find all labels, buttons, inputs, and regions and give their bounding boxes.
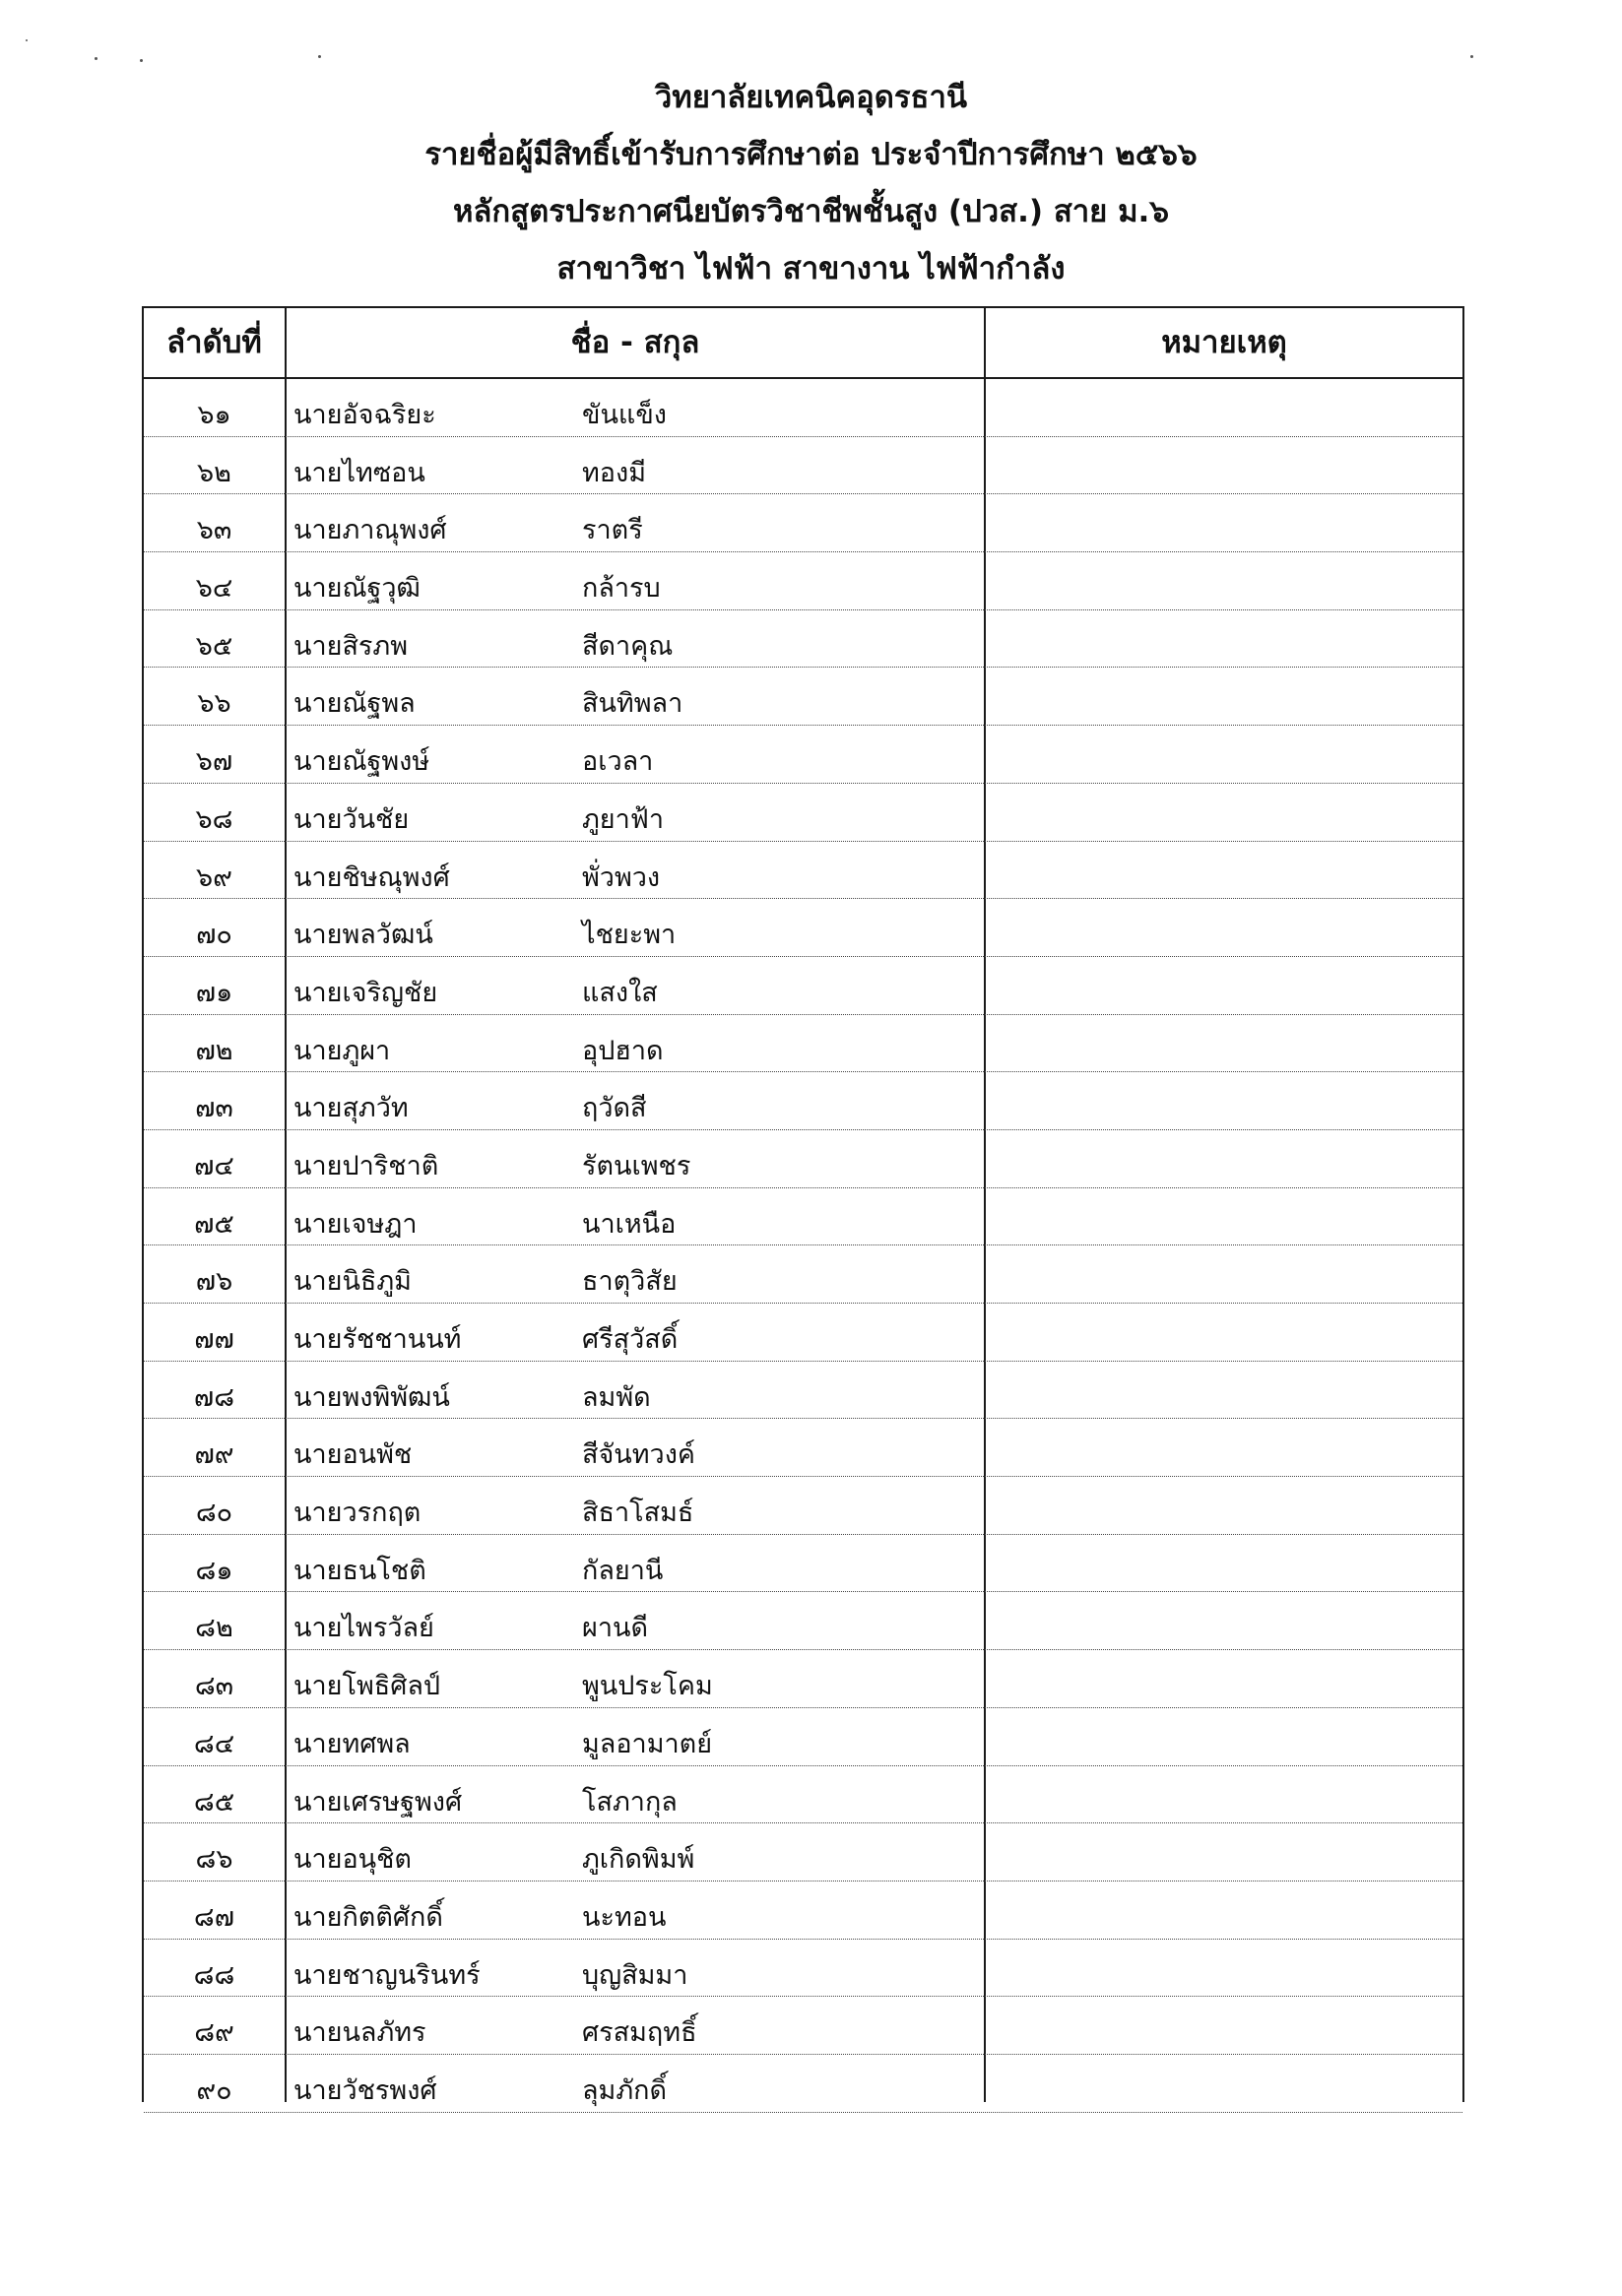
row-last-name: ศรสมฤทธิ์ [582,2017,697,2049]
table-row [144,1535,1462,1593]
row-first-name: นายณัฐวุฒิ [293,573,421,605]
row-first-name: นายชาญนรินทร์ [293,1959,481,1991]
row-last-name: อุปฮาด [582,1035,664,1066]
row-number: ๘๘ [193,1959,235,1991]
table-row [144,784,1462,842]
row-last-name: ทองมี [582,457,646,488]
row-number: ๗๕ [194,1208,234,1240]
table-row [144,668,1462,726]
document-header [0,69,1622,297]
row-number: ๗๐ [196,920,232,951]
list-title: รายชื่อผู้มีสิทธิ์เข้ารับการศึกษาต่อ ประจำปีการศึกษา ๒๕๖๖ [424,137,1198,172]
table-row [144,842,1462,900]
table-row [144,437,1462,495]
row-first-name: นายเศรษฐพงศ์ [293,1786,463,1818]
row-first-name: นายเจษฎา [293,1208,418,1240]
row-first-name: นายกิตติศักดิ์ [293,1901,443,1933]
row-number: ๖๒ [197,457,231,488]
table-row [144,726,1462,784]
row-last-name: พั่วพวง [582,861,661,893]
row-first-name: นายวัชรพงศ์ [293,2074,437,2106]
student-table [142,306,1464,2106]
row-last-name: อเวลา [582,746,654,778]
table-row [144,1650,1462,1708]
table-row [144,610,1462,669]
table-row [144,1708,1462,1766]
table-row [144,2055,1462,2113]
table-row [144,1304,1462,1362]
table-header [144,308,1462,379]
row-last-name: สีดาคุณ [582,630,674,662]
table-row [144,957,1462,1015]
header-name: ชื่อ - สกุล [570,325,700,360]
row-last-name: สินทิพลา [582,688,683,720]
table-row [144,1188,1462,1246]
row-last-name: ฤวัดสี [582,1093,647,1124]
program-title: หลักสูตรประกาศนียบัตรวิชาชีพชั้นสูง (ปวส.) สาย ม.๖ [452,194,1170,229]
row-first-name: นายสุภวัท [293,1093,409,1124]
row-first-name: นายพงพิพัฒน์ [293,1381,450,1413]
row-number: ๘๑ [195,1555,233,1586]
table-row [144,899,1462,957]
row-first-name: นายอัจฉริยะ [293,400,436,430]
row-number: ๗๗ [194,1324,234,1355]
row-number: ๘๕ [193,1786,235,1818]
row-number: ๘๗ [193,1901,235,1933]
row-number: ๗๓ [195,1093,233,1124]
row-first-name: นายชิษณุพงศ์ [293,861,450,893]
row-number: ๖๔ [195,573,233,605]
row-number: ๖๓ [196,515,232,546]
row-number: ๘๒ [195,1613,233,1644]
row-last-name: ลุมภักดิ์ [582,2074,668,2106]
row-last-name: มูลอามาตย์ [582,1728,713,1759]
row-last-name: ราตรี [582,515,643,546]
row-number: ๖๘ [195,803,233,835]
row-last-name: สิธาโสมธ์ [582,1498,694,1529]
table-row [144,552,1462,610]
row-first-name: นายอนุชิต [293,1844,412,1876]
row-last-name: ไชยะพา [582,920,677,951]
row-first-name: นายโพธิศิลป์ [293,1671,441,1702]
row-last-name: รัตนเพชร [582,1150,691,1181]
row-first-name: นายณัฐพงษ์ [293,746,430,778]
row-last-name: บุญสิมมา [582,1959,688,1991]
row-number: ๗๑ [195,977,233,1008]
row-first-name: นายภาณุพงศ์ [293,515,447,546]
row-number: ๖๑ [197,400,231,430]
row-first-name: นายไพรวัลย์ [293,1613,434,1644]
row-first-name: นายธนโชติ [293,1555,426,1586]
table-row [144,1881,1462,1940]
row-first-name: นายเจริญชัย [293,977,438,1008]
row-first-name: นายไทซอน [293,457,425,488]
row-last-name: กัลยานี [582,1555,664,1586]
row-first-name: นายปาริชาติ [293,1150,439,1181]
row-last-name: พูนประโคม [582,1671,713,1702]
row-last-name: ภูยาฟ้า [582,803,665,835]
row-number: ๗๒ [195,1035,233,1066]
row-number: ๗๖ [195,1266,233,1298]
table-row [144,494,1462,552]
table-body [144,379,1462,2113]
table-row [144,1015,1462,1073]
table-row [144,1940,1462,1998]
row-first-name: นายนลภัทร [293,2017,426,2049]
row-first-name: นายวรกฤต [293,1498,422,1529]
row-first-name: นายภูผา [293,1035,391,1066]
row-number: ๖๕ [195,630,233,662]
row-last-name: สีจันทวงค์ [582,1439,695,1471]
college-name: วิทยาลัยเทคนิคอุดรธานี [654,80,968,115]
row-number: ๖๗ [195,746,233,778]
row-last-name: โสภากุล [582,1786,678,1818]
row-last-name: ผานดี [582,1613,648,1644]
table-row [144,1072,1462,1130]
table-row [144,1997,1462,2055]
table-row [144,1419,1462,1477]
row-last-name: ภูเกิดพิมพ์ [582,1844,695,1876]
row-first-name: นายอนพัช [293,1439,413,1471]
row-last-name: ลมพัด [582,1381,651,1413]
row-number: ๖๙ [196,861,232,893]
row-number: ๙๐ [196,2074,232,2106]
table-row [144,1362,1462,1420]
table-row [144,1592,1462,1650]
row-number: ๘๖ [195,1844,233,1876]
row-number: ๘๔ [193,1728,235,1759]
row-last-name: กล้ารบ [582,573,661,605]
table-row [144,1823,1462,1881]
row-number: ๗๔ [194,1150,234,1181]
row-first-name: นายวันชัย [293,803,410,835]
row-first-name: นายนิธิภูมิ [293,1266,412,1298]
row-first-name: นายรัชชานนท์ [293,1324,462,1355]
table-row [144,379,1462,437]
row-first-name: นายพลวัฒน์ [293,920,433,951]
row-number: ๘๐ [195,1498,233,1529]
row-number: ๗๘ [193,1381,235,1413]
row-number: ๗๙ [194,1439,234,1471]
row-number: ๖๖ [197,688,231,720]
table-row [144,1766,1462,1824]
header-number: ลำดับที่ [166,325,262,360]
row-number: ๘๙ [194,2017,234,2049]
row-last-name: ศรีสุวัสดิ์ [582,1324,679,1355]
row-first-name: นายสิรภพ [293,630,409,662]
row-last-name: ธาตุวิสัย [582,1266,678,1298]
row-last-name: ขันแข็ง [582,400,667,430]
header-note: หมายเหตุ [1161,325,1287,360]
table-row [144,1477,1462,1535]
row-last-name: นาเหนือ [582,1208,677,1240]
table-row [144,1130,1462,1188]
table-row [144,1245,1462,1304]
row-last-name: นะทอน [582,1901,667,1933]
row-number: ๘๓ [194,1671,234,1702]
row-first-name: นายทศพล [293,1728,411,1759]
row-first-name: นายณัฐพล [293,688,416,720]
row-last-name: แสงใส [582,977,658,1008]
department-title: สาขาวิชา ไฟฟ้า สาขางาน ไฟฟ้ากำลัง [556,251,1066,287]
